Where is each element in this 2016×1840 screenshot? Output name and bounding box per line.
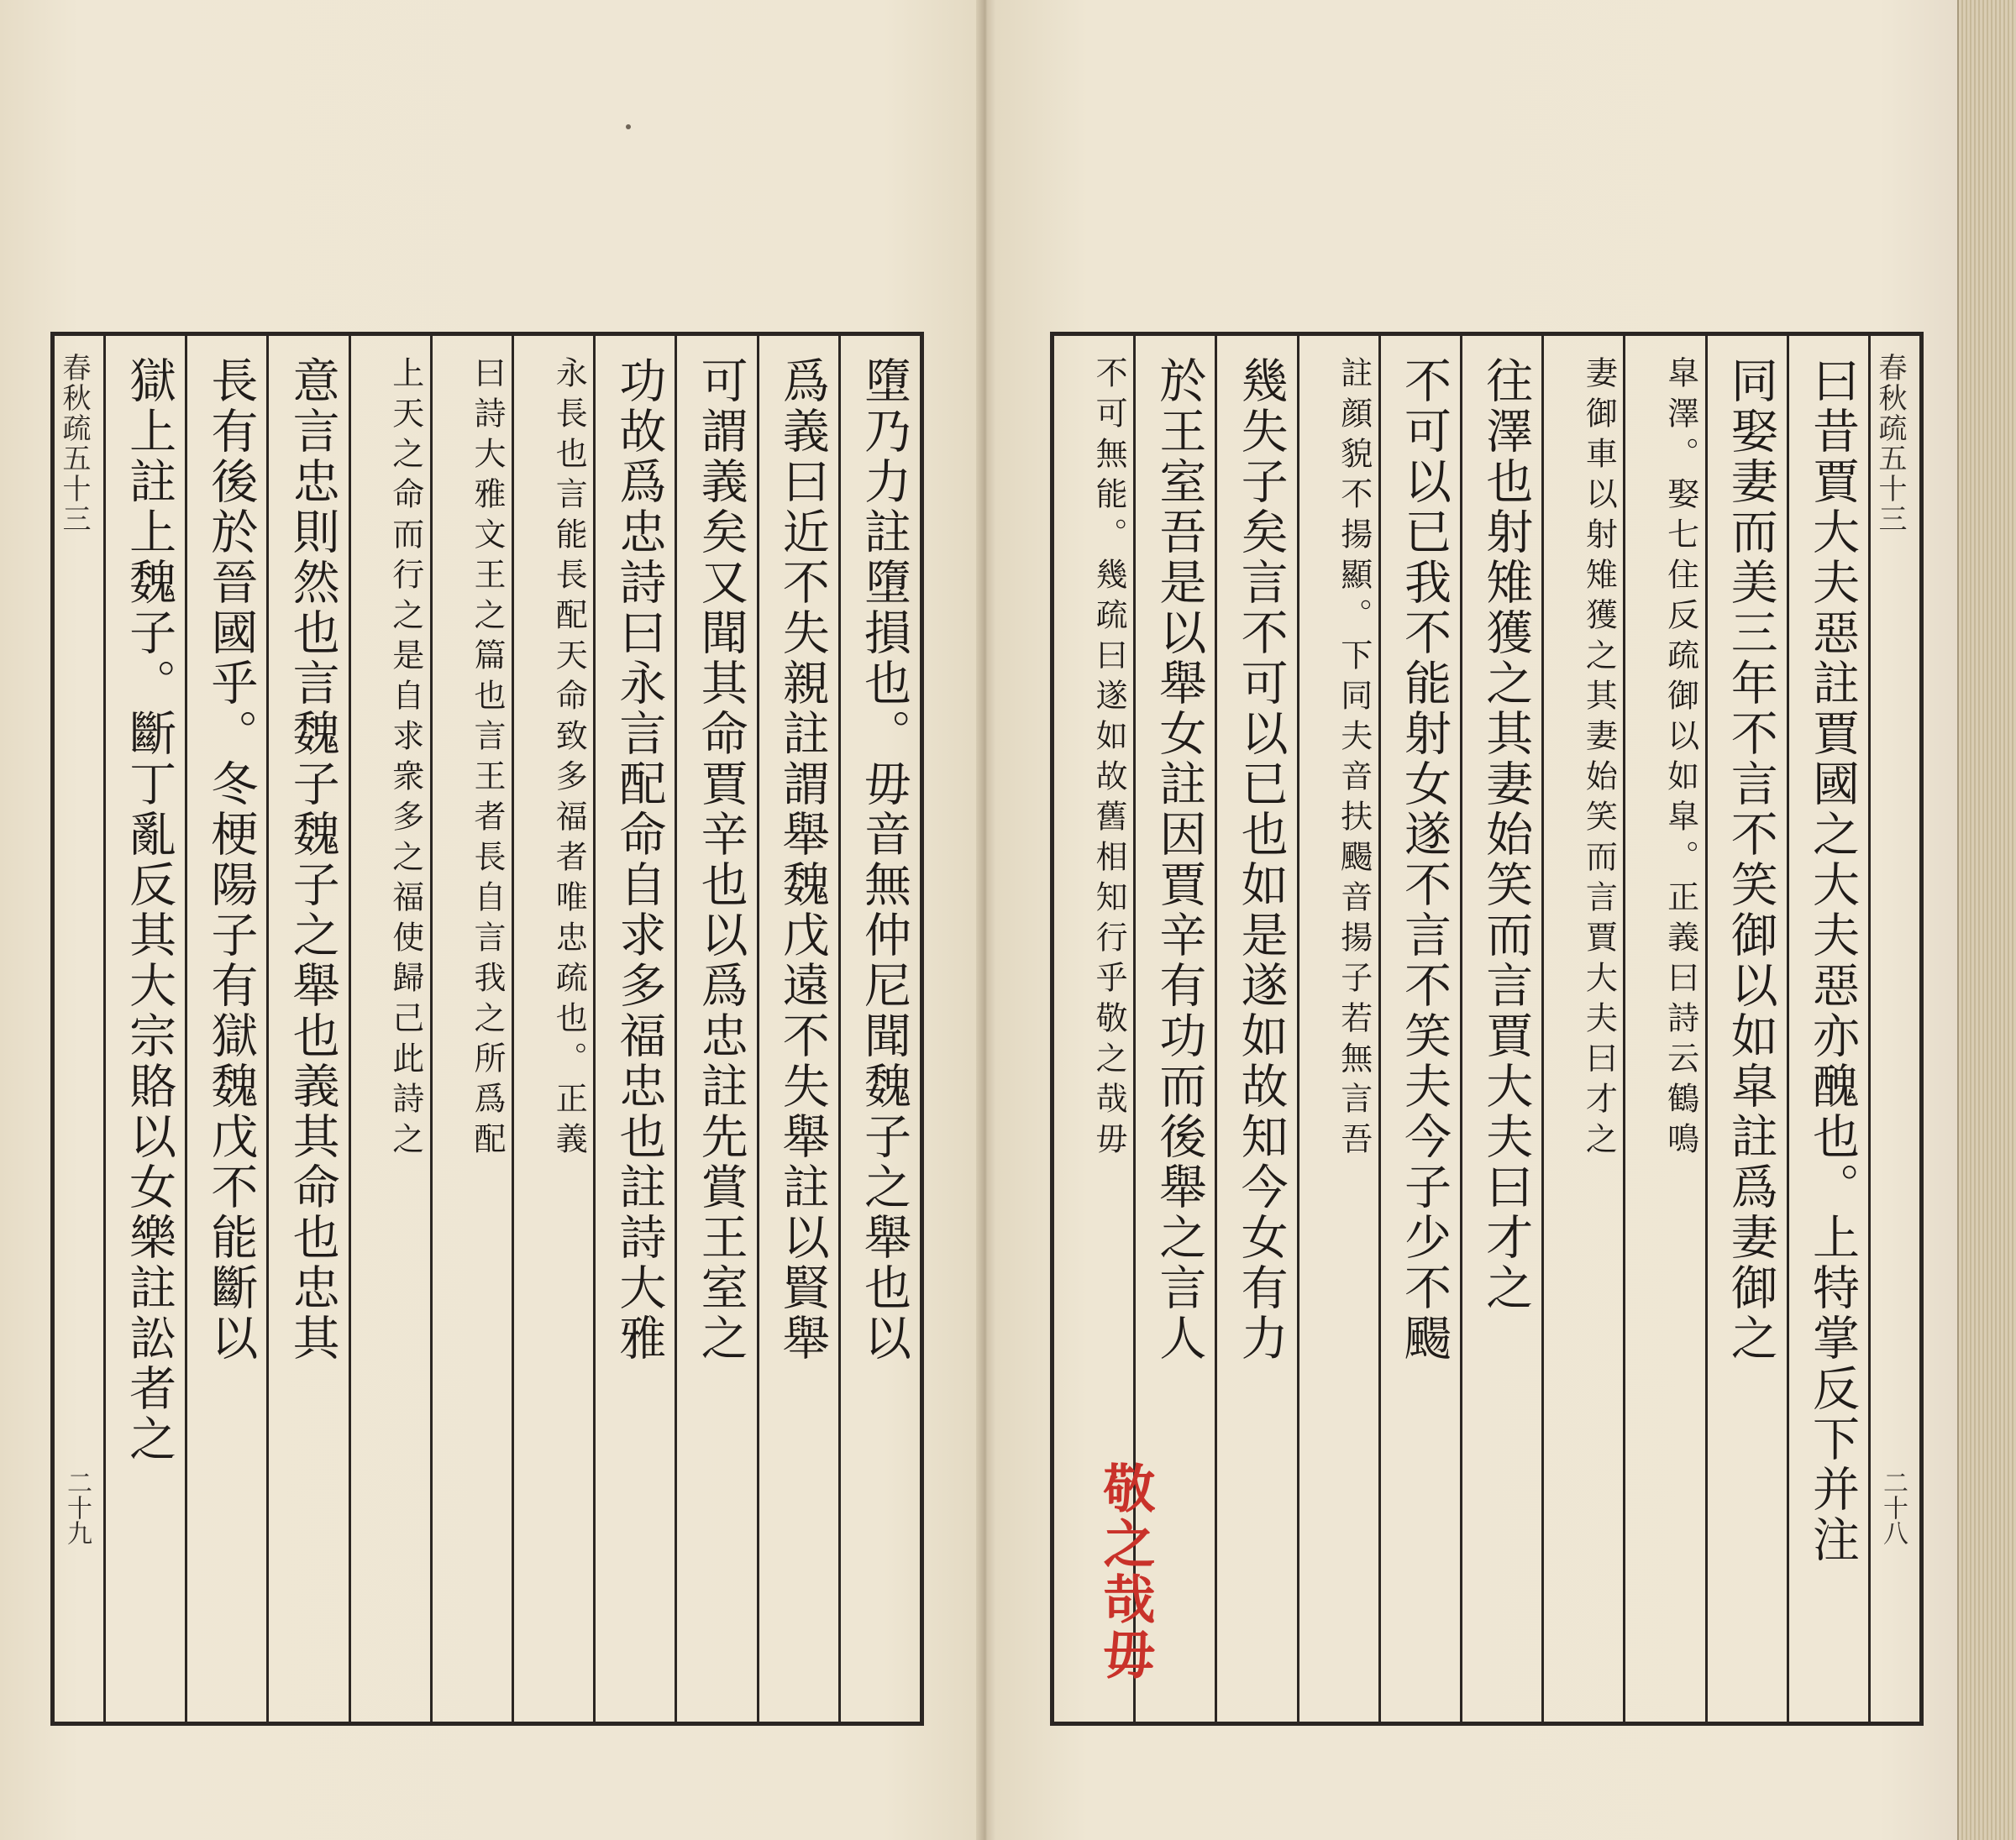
right-column-3: 皐澤。娶七住反疏御以如皐。正義曰詩云鶴鳴	[1623, 336, 1704, 1722]
left-column-6: 曰詩大雅文王之篇也言王者長自言我之所爲配	[430, 336, 512, 1722]
left-column-8: 意言忠則然也言魏子魏子之舉也義其命也忠其	[266, 336, 348, 1722]
right-column-10: 不可無能。幾疏曰遂如故舊相知行乎敬之哉毋	[1090, 356, 1128, 1162]
left-columns	[106, 336, 920, 1722]
right-column-4: 妻御車以射雉獲之其妻始笑而言賈大夫曰才之	[1541, 336, 1623, 1722]
right-column-2: 同娶妻而美三年不言不笑御以如皐註爲妻御之	[1705, 336, 1787, 1722]
left-column-10: 獄上註上魏子。斷丁亂反其大宗賂以女樂註訟者之	[122, 356, 177, 1465]
page-edges	[1957, 0, 2016, 1840]
left-column-9: 長有後於晉國乎。冬梗陽子有獄魏戊不能斷以	[185, 336, 266, 1722]
right-margin-title: 春秋疏五十三	[1873, 353, 1907, 534]
right-column-7: 註顔貌不揚顯。下同夫音扶颺音揚子若無言吾	[1297, 336, 1378, 1722]
vermilion-annotation: 敬之哉毋	[1095, 1461, 1156, 1683]
left-column-2: 爲義曰近不失親註謂舉魏戊遠不失舉註以賢舉	[757, 336, 838, 1722]
left-column-4: 功故爲忠詩曰永言配命自求多福忠也註詩大雅	[593, 336, 675, 1722]
right-column-9: 於王室吾是以舉女註因賈辛有功而後舉之言人	[1133, 336, 1215, 1722]
left-column-3: 可謂義矣又聞其命賈辛也以爲忠註先賞王室之	[675, 336, 756, 1722]
right-column-8: 幾失子矣言不可以已也如是遂如故知今女有力	[1215, 336, 1296, 1722]
ink-speck	[626, 124, 631, 129]
right-columns	[1054, 336, 1868, 1722]
left-margin-title: 春秋疏五十三	[57, 353, 91, 534]
left-text-frame	[50, 332, 924, 1726]
left-column-7: 上天之命而行之是自求衆多之福使歸己此詩之	[349, 336, 430, 1722]
right-column-6: 不可以已我不能射女遂不言不笑夫今子少不颺	[1378, 336, 1460, 1722]
right-column-5: 往澤也射雉獲之其妻始笑而言賈大夫曰才之	[1460, 336, 1541, 1722]
left-column-1: 墮乃力註墮損也。毋音無仲尼聞魏子之舉也以	[838, 336, 920, 1722]
left-margin-column	[55, 336, 106, 1722]
right-column-1: 曰昔賈大夫惡註賈國之大夫惡亦醜也。上特掌反下并注	[1787, 336, 1868, 1722]
left-folio-number: 二十九	[62, 1470, 92, 1545]
right-margin-column	[1868, 336, 1919, 1722]
right-text-frame	[1050, 332, 1924, 1726]
book-gutter	[976, 0, 996, 1840]
right-folio-number: 二十八	[1878, 1470, 1908, 1545]
left-column-5: 永長也言能長配天命致多福者唯忠疏也。正義	[512, 336, 593, 1722]
